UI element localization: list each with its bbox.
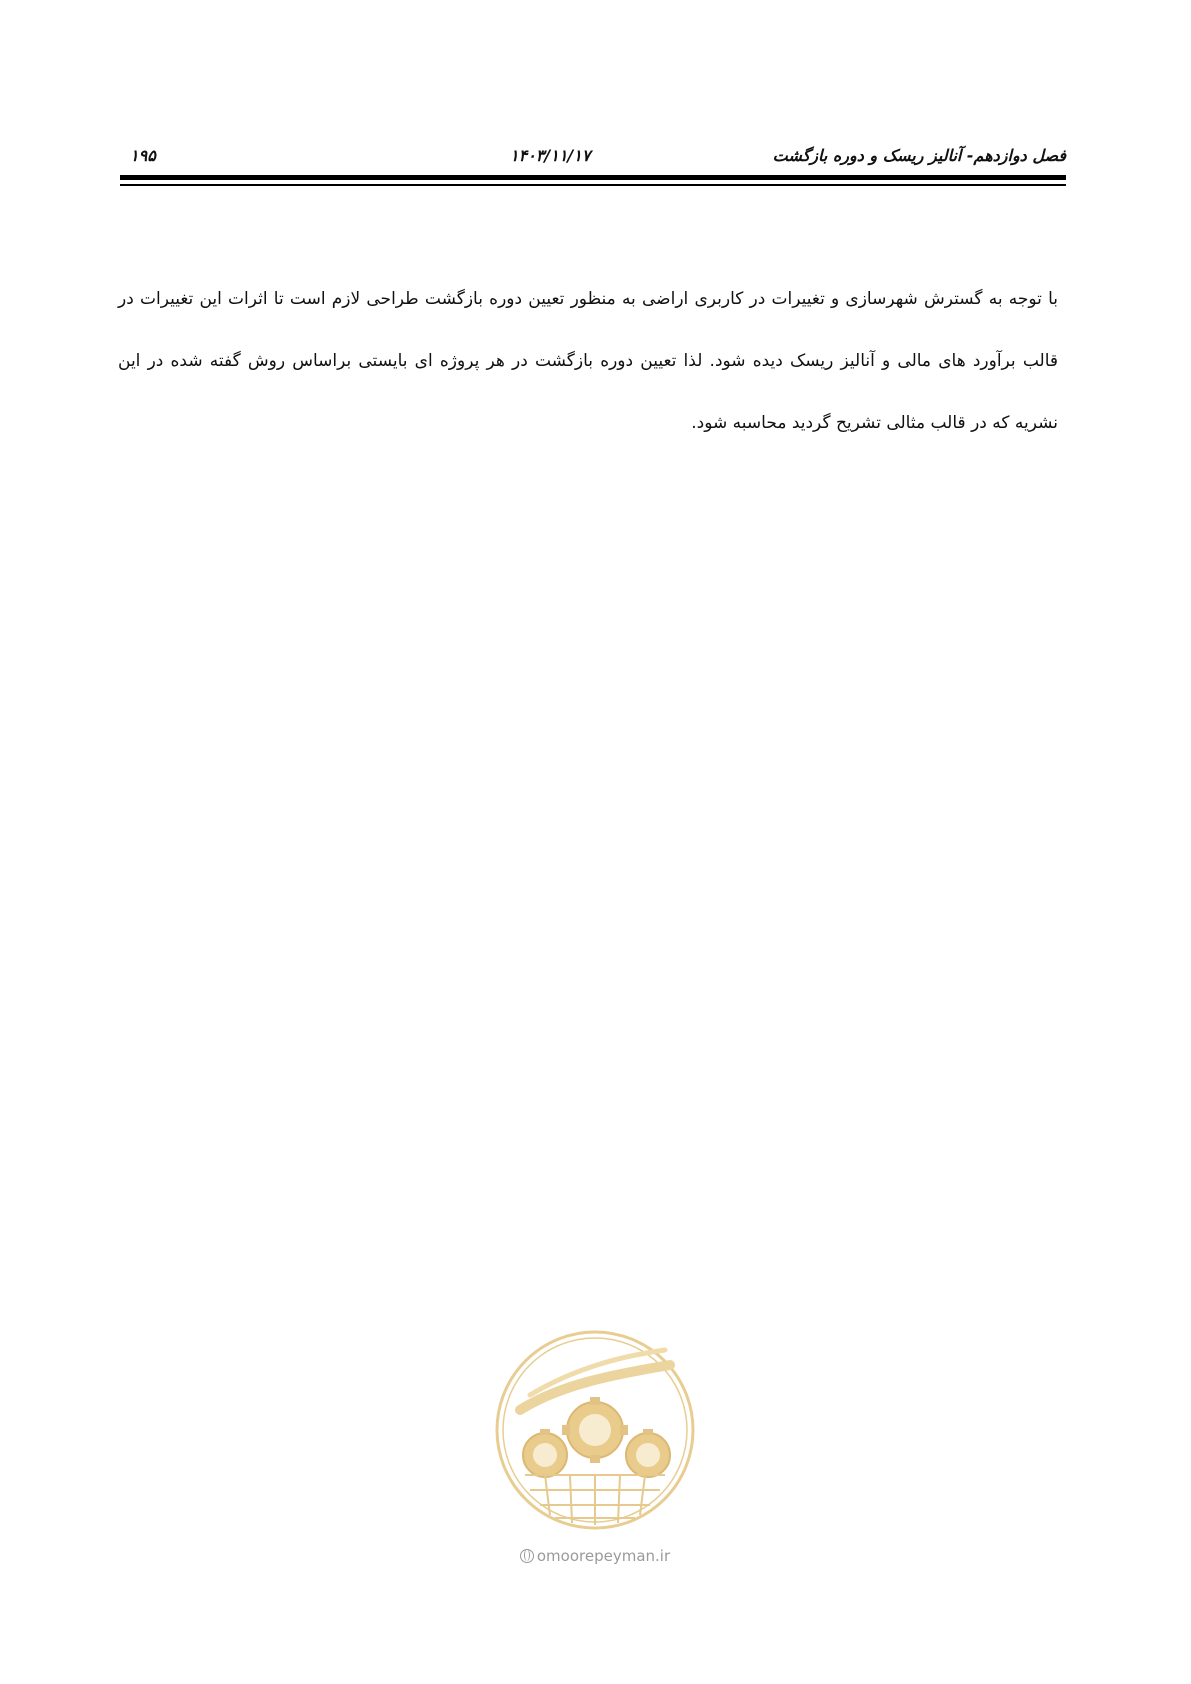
body-paragraph: با توجه به گسترش شهرسازی و تغییرات در کاربری اراضی به منظور تعیین دوره بازگشت طراحی لازم است تا اثرات این تغییرات در قالب برآورد های مالی و آنالیز ریسک دیده شود. لذا تعیین دوره بازگشت در هر پروژه ای بایستی براساس روش گفته شده در این نشریه که در قالب مثالی تشریح گردید محاسبه شود. — [118, 289, 1058, 433]
header-date: ۱۴۰۳/۱۱/۱۷ — [510, 146, 591, 165]
globe-icon — [520, 1549, 534, 1563]
header-rule-thick — [120, 175, 1066, 180]
header-rule-thin — [120, 184, 1066, 186]
chapter-title: فصل دوازدهم- آنالیز ریسک و دوره بازگشت — [772, 146, 1066, 165]
running-header — [120, 140, 1066, 170]
watermark-url-text: omoorepeyman.ir — [536, 1547, 671, 1565]
page-number: ۱۹۵ — [130, 146, 156, 165]
watermark — [490, 1325, 700, 1565]
watermark-logo-icon — [490, 1325, 700, 1535]
watermark-url — [490, 1547, 700, 1565]
